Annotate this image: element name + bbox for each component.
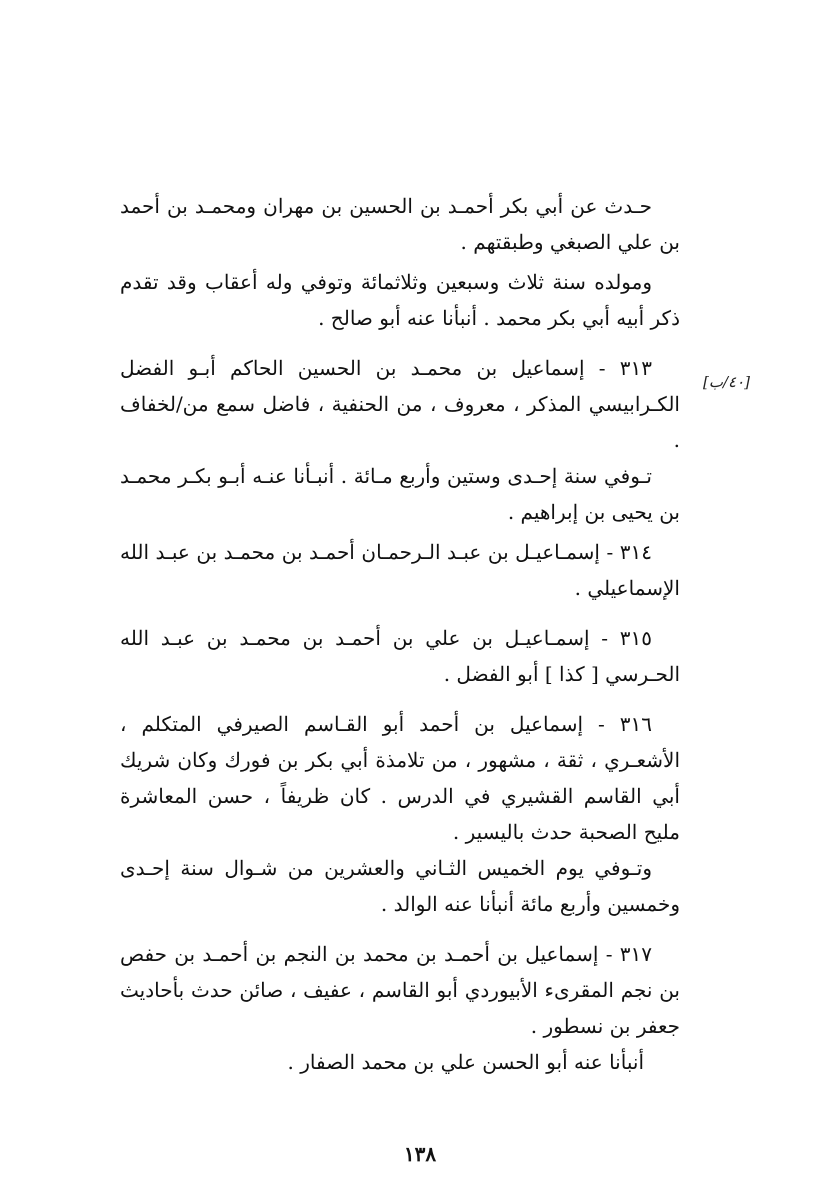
paragraph-birth-death: ومولده سنة ثلاث وسبعين وثلاثمائة وتوفي وله أعقاب وقد تقدم ذكر أبيه أبي بكر محمد . أنبأنا عنه أبو صالح .: [120, 270, 680, 330]
entry-313-death: تـوفي سنة إحـدى وستين وأربع مـائة . أنبـأنا عنـه أبـو بكـر محمـد بن يحيى بن إبراهيم .: [120, 464, 680, 524]
entry-316-death: وتـوفي يوم الخميس الثـاني والعشرين من شـوال سنة إحـدى وخمسين وأربع مائة أنبأنا عنه الوالد .: [120, 856, 680, 916]
folio-margin-note: [٤٠/ب]: [702, 373, 750, 391]
entry-313: ٣١٣ - إسماعيل بن محمـد بن الحسين الحاكم أبـو الفضل الكـرابيسي المذكر ، معروف ، من الحنفية ، فاضل سمع من/لخفاف .: [120, 356, 680, 452]
entry-314: ٣١٤ - إسمـاعيـل بن عبـد الـرحمـان أحمـد بن محمـد بن عبـد الله الإسماعيلي .: [120, 540, 680, 600]
paragraph-continuation: حـدث عن أبي بكر أحمـد بن الحسين بن مهران ومحمـد بن أحمد بن علي الصبغي وطبقتهم .: [120, 194, 680, 254]
entry-317-transmission: أنبأنا عنه أبو الحسن علي بن محمد الصفار .: [287, 1050, 644, 1074]
entry-315: ٣١٥ - إسمـاعيـل بن علي بن أحمـد بن محمـد بن عبـد الله الحـرسي [ كذا ] أبو الفضل .: [120, 626, 680, 686]
entry-317: ٣١٧ - إسماعيل بن أحمـد بن محمد بن النجم بن أحمـد بن حفص بن نجم المقرىء الأبيوردي أبو القاسم ، عفيف ، صائن حدث بأحاديث جعفر بن نسطور .: [120, 942, 680, 1038]
page-number: ١٣٨: [403, 1142, 437, 1166]
main-text: [120, 188, 680, 1080]
entry-316: ٣١٦ - إسماعيل بن أحمد أبو القـاسم الصيرفي المتكلم ، الأشعـري ، ثقة ، مشهور ، من تلامذة أبي بكر بن فورك وكان شريك أبي القاسم القشيري في الدرس . كان ظريفاً ، حسن المعاشرة مليح الصحبة حدث باليسير .: [120, 712, 680, 844]
